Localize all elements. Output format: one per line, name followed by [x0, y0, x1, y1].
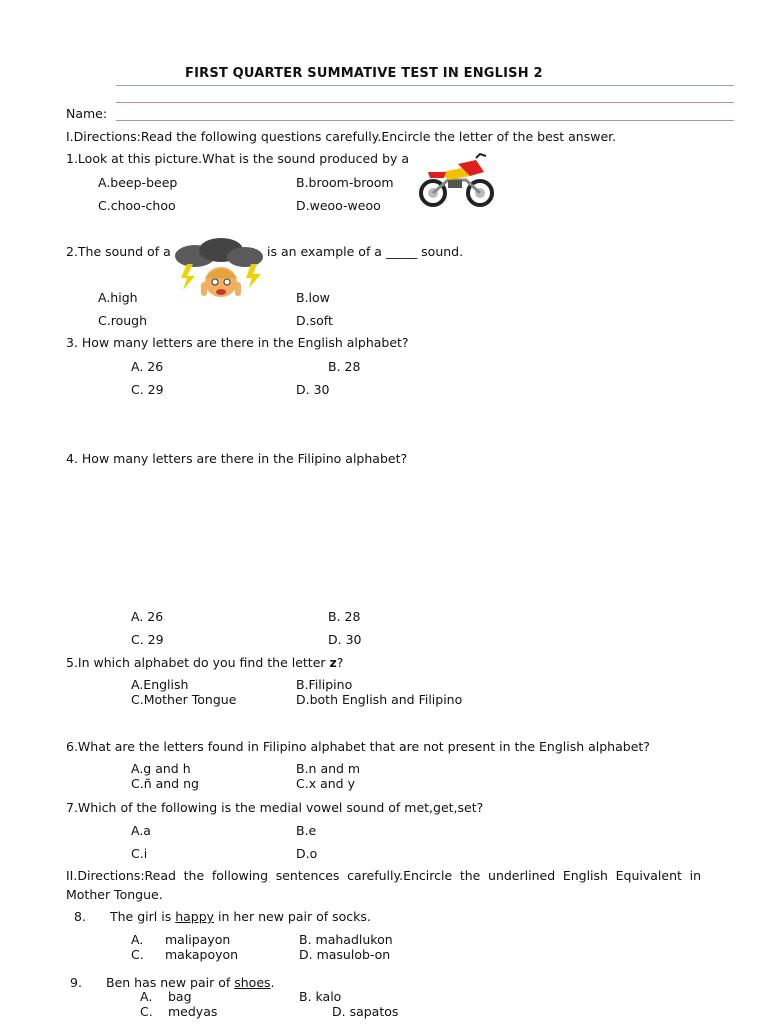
q9-option-c-letter: C. [140, 1004, 153, 1019]
q6-option-d[interactable]: C.x and y [296, 776, 355, 791]
question-2-start: 2.The sound of a [66, 244, 171, 259]
q7-option-c[interactable]: C.i [131, 846, 148, 861]
q8-option-c[interactable]: makapoyon [165, 947, 239, 962]
q1-option-a[interactable]: A.beep-beep [98, 175, 178, 190]
question-8-number: 8. [74, 909, 86, 924]
q9-option-c[interactable]: medyas [168, 1004, 218, 1019]
directions-part2-line1: II.Directions:Read the following sentences carefully.Encircle the underlined English Equivalent in [66, 868, 701, 883]
q1-option-b[interactable]: B.broom-broom [296, 175, 394, 190]
question-2-end: is an example of a _____ sound. [267, 244, 464, 259]
q5-option-b[interactable]: B.Filipino [296, 677, 353, 692]
q4-option-d[interactable]: D. 30 [328, 632, 362, 647]
q9-option-b[interactable]: B. kalo [299, 989, 342, 1004]
q2-option-c[interactable]: C.rough [98, 313, 147, 328]
question-8: The girl is happy in her new pair of socks. [110, 909, 371, 924]
question-5: 5.In which alphabet do you find the letter z? [66, 655, 344, 670]
q6-option-b[interactable]: B.n and m [296, 761, 361, 776]
q1-option-d[interactable]: D.weoo-weoo [296, 198, 381, 213]
q2-option-b[interactable]: B.low [296, 290, 330, 305]
q7-option-b[interactable]: B.e [296, 823, 317, 838]
q9-underlined-word: shoes [234, 975, 271, 990]
question-6: 6.What are the letters found in Filipino alphabet that are not present in the English alphabet? [66, 739, 650, 754]
q8-option-c-letter: C. [131, 947, 144, 962]
q8-option-a-letter: A. [131, 932, 144, 947]
q5-option-d[interactable]: D.both English and Filipino [296, 692, 463, 707]
title-rule [116, 85, 734, 86]
q2-option-d[interactable]: D.soft [296, 313, 333, 328]
question-9-number: 9. [70, 975, 82, 990]
q3-option-b[interactable]: B. 28 [328, 359, 361, 374]
q3-option-a[interactable]: A. 26 [131, 359, 164, 374]
q5-option-c[interactable]: C.Mother Tongue [131, 692, 237, 707]
q8-option-b[interactable]: B. mahadlukon [299, 932, 393, 947]
q8-option-d[interactable]: D. masulob-on [299, 947, 391, 962]
q7-option-d[interactable]: D.o [296, 846, 318, 861]
q9-option-d[interactable]: D. sapatos [332, 1004, 399, 1019]
q6-option-a[interactable]: A.g and h [131, 761, 191, 776]
question-9: Ben has new pair of shoes. [106, 975, 275, 990]
q6-option-c[interactable]: C.ñ and ng [131, 776, 199, 791]
question-1: 1.Look at this picture.What is the sound produced by a [66, 151, 410, 166]
name-label: Name: [66, 106, 108, 121]
name-rule-red [116, 102, 734, 103]
q1-option-c[interactable]: C.choo-choo [98, 198, 176, 213]
question-3: 3. How many letters are there in the English alphabet? [66, 335, 409, 350]
directions-part2-line2: Mother Tongue. [66, 887, 163, 902]
question-7: 7.Which of the following is the medial vowel sound of met,get,set? [66, 800, 484, 815]
q2-option-a[interactable]: A.high [98, 290, 138, 305]
question-4: 4. How many letters are there in the Filipino alphabet? [66, 451, 408, 466]
question-5-letter: z [329, 655, 337, 670]
q4-option-c[interactable]: C. 29 [131, 632, 164, 647]
q5-option-a[interactable]: A.English [131, 677, 189, 692]
name-rule-blue [116, 120, 734, 121]
q4-option-b[interactable]: B. 28 [328, 609, 361, 624]
q3-option-c[interactable]: C. 29 [131, 382, 164, 397]
directions-part1: I.Directions:Read the following questions carefully.Encircle the letter of the best answer. [66, 129, 617, 144]
q7-option-a[interactable]: A.a [131, 823, 151, 838]
thunderstorm-icon [173, 238, 267, 304]
q9-option-a[interactable]: bag [168, 989, 192, 1004]
q8-option-a[interactable]: malipayon [165, 932, 231, 947]
motorcycle-icon [418, 150, 496, 210]
q4-option-a[interactable]: A. 26 [131, 609, 164, 624]
q3-option-d[interactable]: D. 30 [296, 382, 330, 397]
q9-option-a-letter: A. [140, 989, 153, 1004]
q8-underlined-word: happy [175, 909, 215, 924]
page-title: FIRST QUARTER SUMMATIVE TEST IN ENGLISH 2 [185, 66, 543, 81]
